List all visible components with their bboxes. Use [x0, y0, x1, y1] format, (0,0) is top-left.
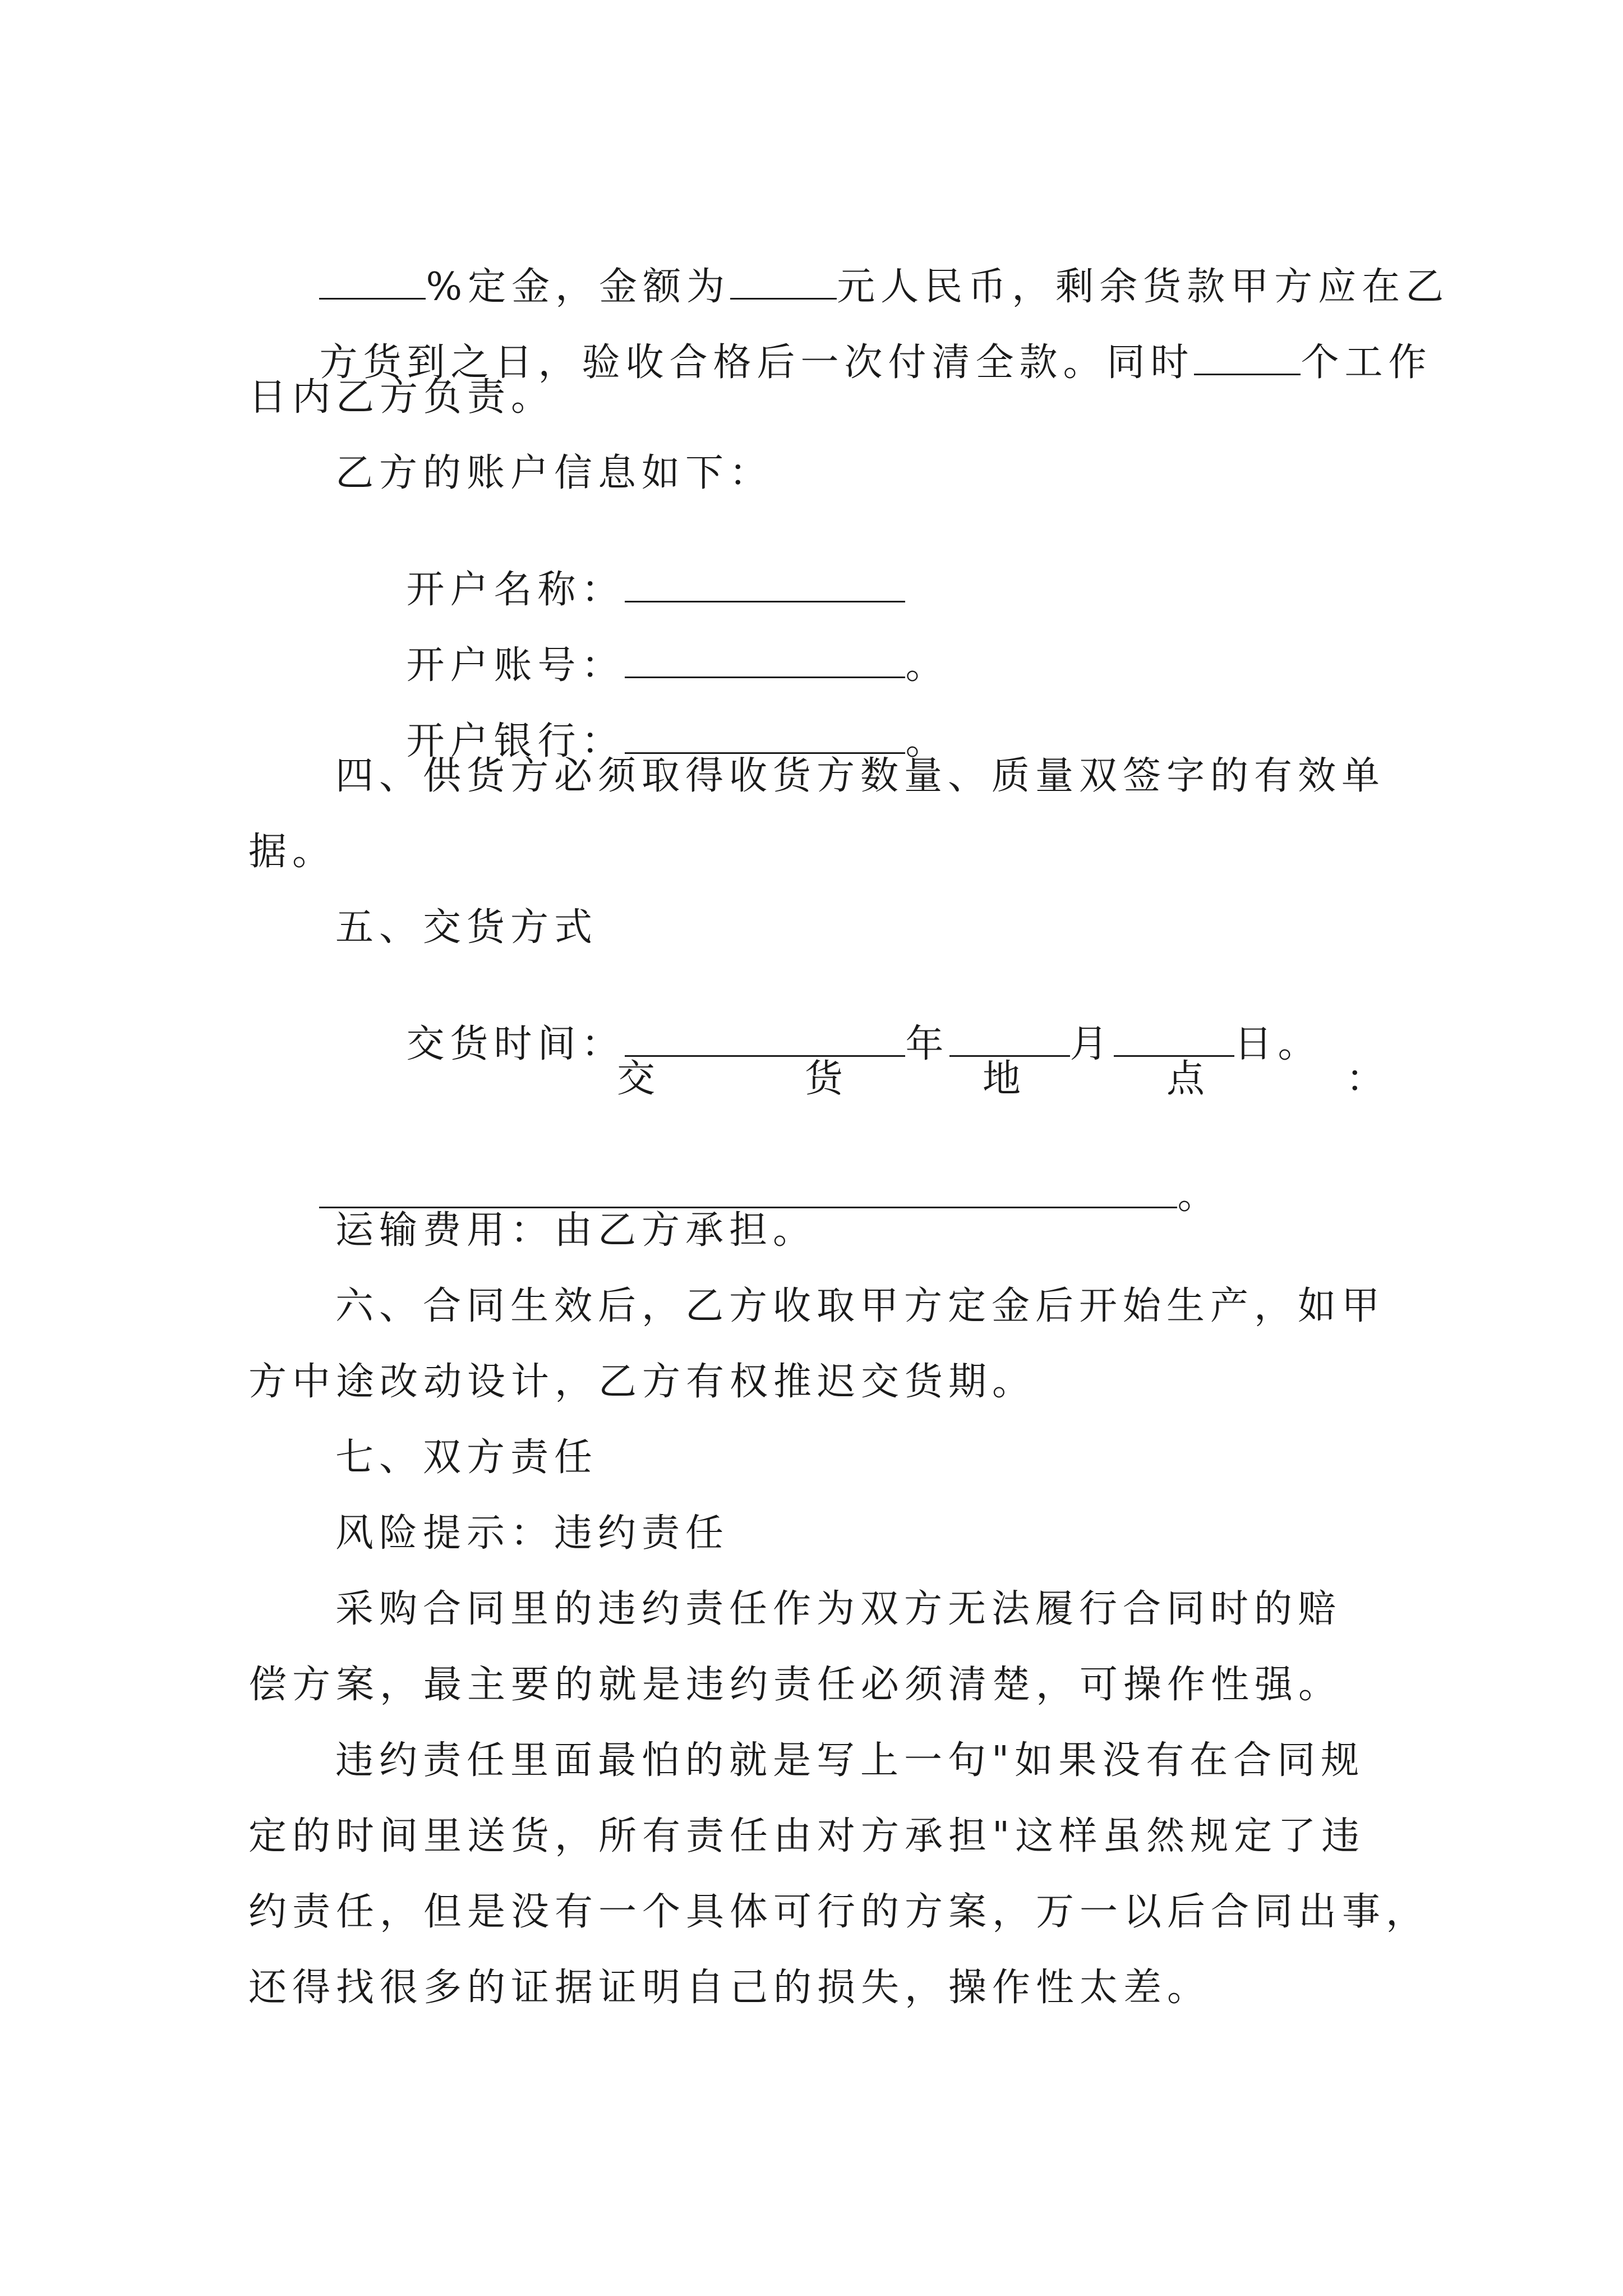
delivery-place-char: 点	[1166, 1057, 1205, 1101]
paragraph-2-line-2: 定的时间里送货，所有责任由对方承担"这样虽然规定了违	[248, 1814, 1366, 1858]
delivery-month-blank	[949, 1023, 1070, 1057]
clause-4: 四、供货方必须取得收货方数量、质量双签字的有效单	[335, 754, 1386, 798]
bank-blank	[625, 720, 905, 754]
delivery-place-char: 地	[983, 1057, 1021, 1101]
text-segment: 元人民币，剩余货款甲方应在乙	[837, 265, 1450, 309]
clause-7-heading: 七、双方责任	[335, 1435, 598, 1480]
paragraph-2-line-1: 违约责任里面最怕的就是写上一句"如果没有在合同规	[335, 1738, 1365, 1783]
blank-deposit-percent	[319, 265, 426, 300]
paragraph-2-line-3: 约责任，但是没有一个具体可行的方案，万一以后合同出事，	[248, 1890, 1430, 1934]
text-segment: 个工作	[1301, 341, 1432, 385]
delivery-place-char: 货	[805, 1057, 843, 1101]
account-info-heading: 乙方的账户信息如下：	[335, 451, 773, 495]
delivery-place-char: ：	[1346, 1057, 1385, 1101]
account-number-label: 开户账号：	[406, 643, 625, 688]
text-line-3: 日内乙方负责。	[248, 375, 555, 420]
account-name-blank	[625, 568, 905, 602]
text-segment: 。	[905, 719, 949, 763]
paragraph-1-line-1: 采购合同里的违约责任作为双方无法履行合同时的赔	[335, 1587, 1342, 1631]
delivery-place-blank	[319, 1174, 1177, 1208]
risk-note-heading: 风险提示：违约责任	[335, 1511, 730, 1556]
text-segment: 年	[905, 1022, 949, 1066]
clause-4-cont: 据。	[248, 830, 336, 874]
clause-5-heading: 五、交货方式	[335, 905, 598, 950]
blank-deposit-amount	[730, 265, 837, 300]
text-segment: 。	[905, 643, 949, 688]
text-segment: %定金，金额为	[426, 265, 731, 309]
blank-working-days	[1194, 341, 1301, 375]
account-number-blank	[625, 644, 905, 678]
text-segment: 日。	[1234, 1022, 1322, 1066]
delivery-year-blank	[625, 1023, 905, 1057]
transport-cost: 运输费用：由乙方承担。	[335, 1208, 817, 1253]
bank-label: 开户银行：	[406, 719, 625, 763]
text-segment: 方货到之日，验收合格后一次付清全款。同时	[319, 341, 1195, 385]
account-name-label: 开户名称：	[406, 568, 625, 612]
text-segment: 。	[1177, 1174, 1221, 1218]
text-segment: 月	[1069, 1022, 1114, 1066]
clause-6: 六、合同生效后，乙方收取甲方定金后开始生产，如甲	[335, 1284, 1386, 1328]
delivery-day-blank	[1114, 1023, 1234, 1057]
delivery-time-label: 交货时间：	[406, 1022, 625, 1066]
paragraph-1-line-2: 偿方案，最主要的就是违约责任必须清楚，可操作性强。	[248, 1663, 1343, 1707]
delivery-place-char: 交	[617, 1057, 656, 1101]
clause-6-cont: 方中途改动设计，乙方有权推迟交货期。	[248, 1360, 1036, 1404]
paragraph-2-line-4: 还得找很多的证据证明自己的损失，操作性太差。	[248, 1966, 1211, 2010]
